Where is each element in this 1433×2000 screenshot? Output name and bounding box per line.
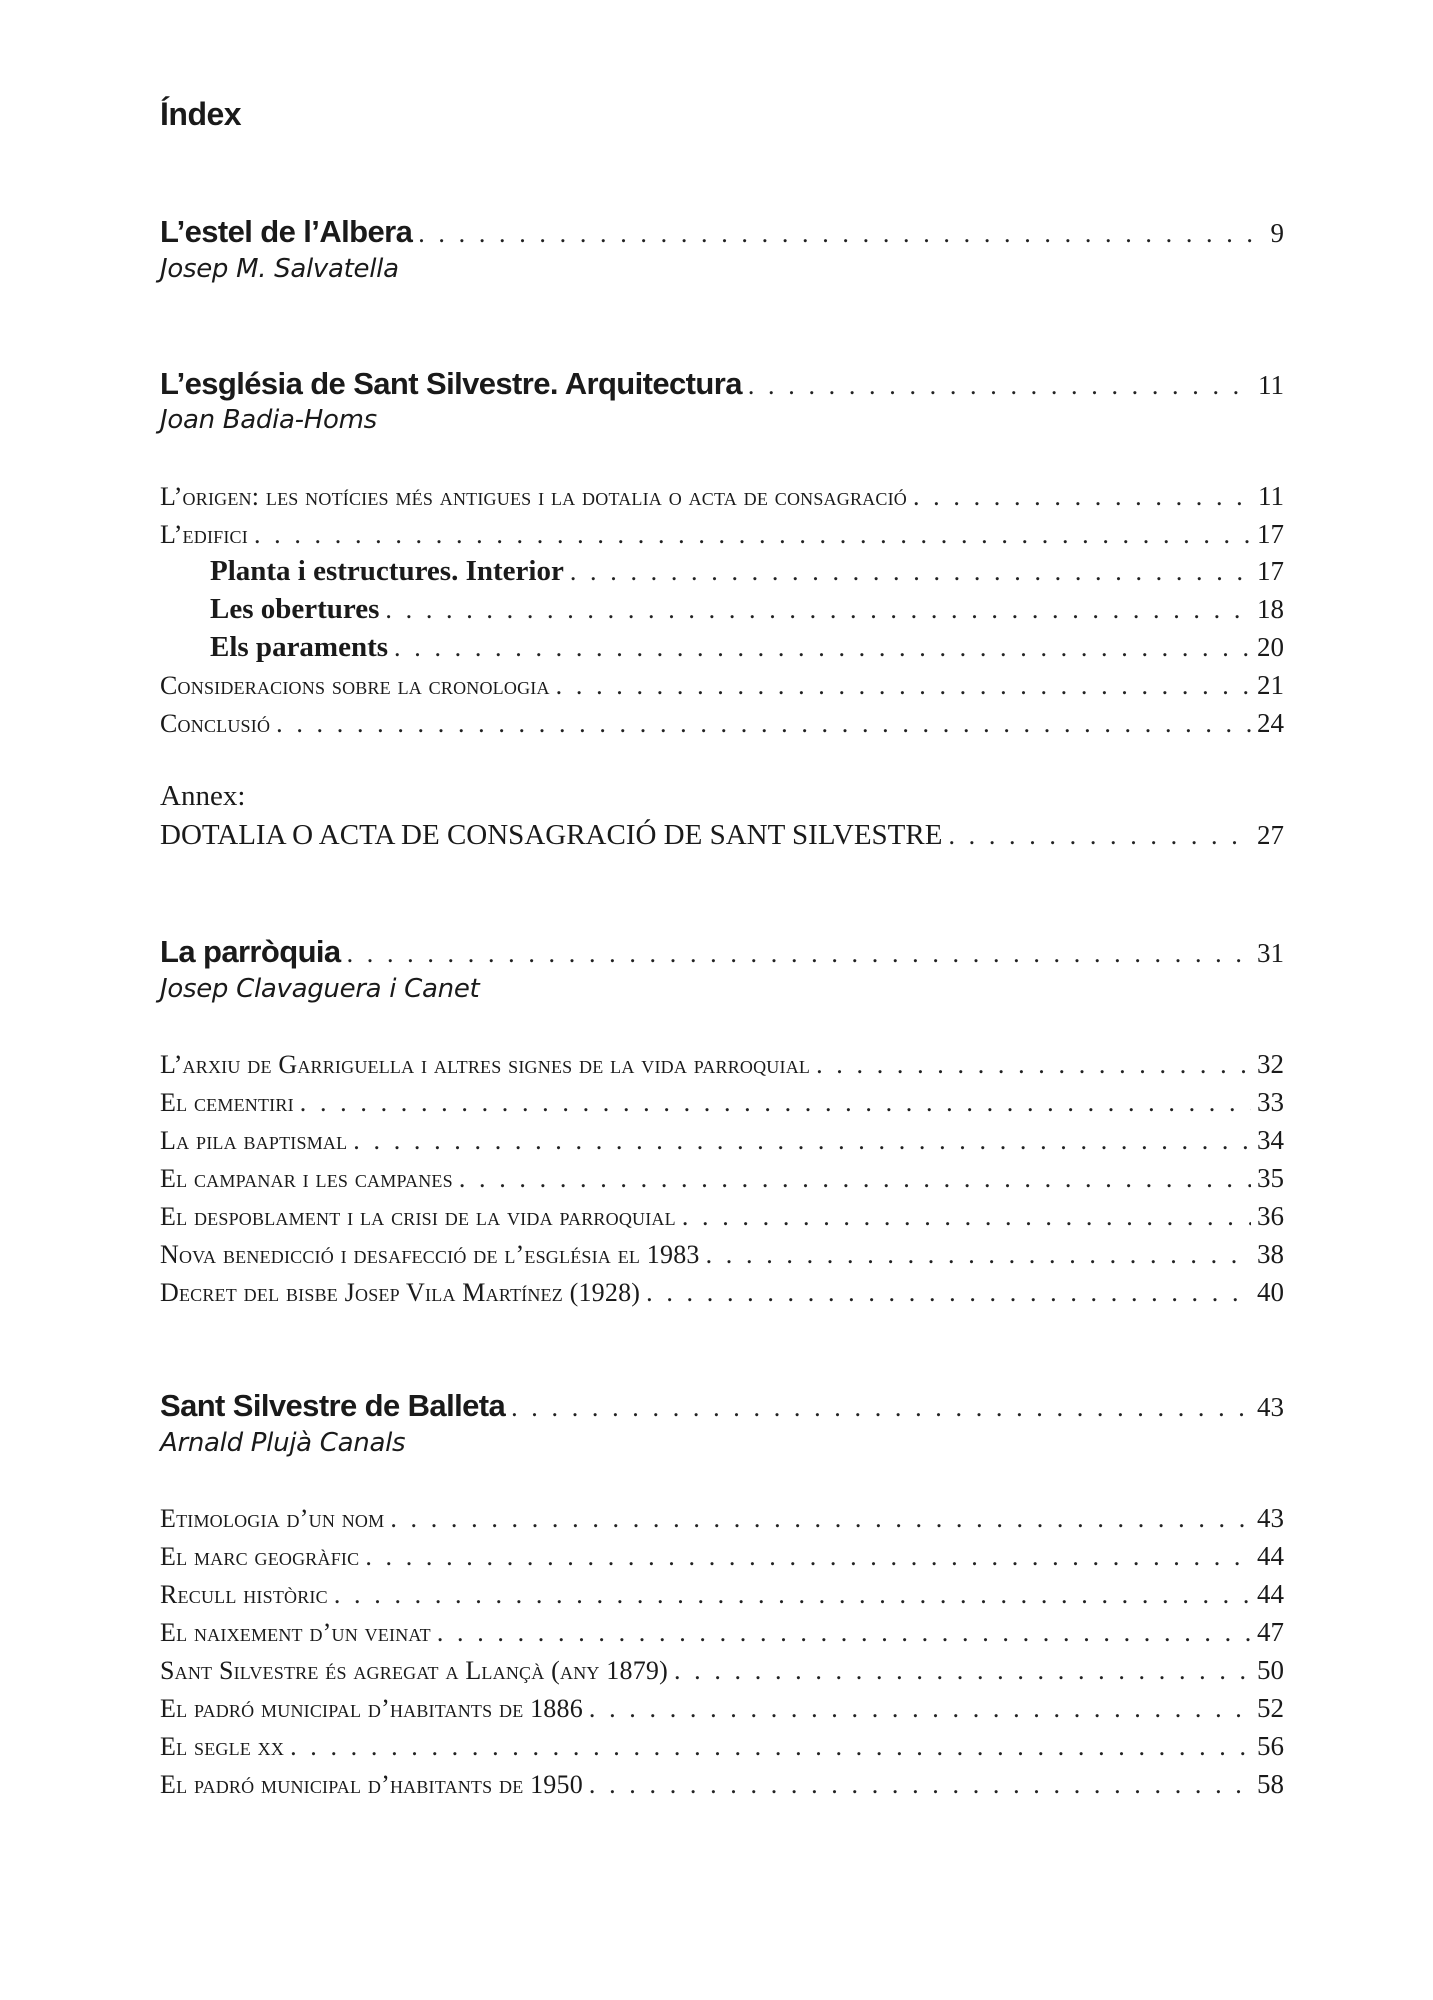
dot-leader [646,1278,1251,1308]
toc-entry[interactable] [160,708,1284,739]
page-number: 21 [1257,670,1284,700]
page-number: 34 [1257,1125,1284,1155]
toc-entry[interactable] [160,1125,1284,1156]
page-number: 58 [1257,1769,1284,1799]
entry-label: El campanar i les campanes [160,1164,453,1193]
toc-entry[interactable] [160,1541,1284,1572]
page-number: 20 [1257,632,1284,662]
entry-label: El marc geogràfic [160,1542,360,1571]
dot-leader [682,1202,1251,1232]
page-number: 44 [1257,1579,1284,1609]
entry-label: Conclusió [160,709,271,738]
dot-leader [816,1050,1251,1080]
section-author: Joan Badia-Homs [160,405,377,435]
toc-entry[interactable] [160,519,1284,550]
section-heading: L’església de Sant Silvestre. Arquitectura [160,366,742,401]
toc-entry[interactable] [160,1239,1284,1270]
toc-entry[interactable] [160,1655,1284,1686]
section-heading-row[interactable] [160,214,1284,250]
entry-label: L’origen: les notícies més antigues i la dotalia o acta de consagració [160,482,907,511]
toc-entry[interactable] [160,1087,1284,1118]
toc-entry[interactable] [160,1277,1284,1308]
dot-leader [570,557,1251,587]
page-number: 33 [1257,1087,1284,1117]
dot-leader [674,1656,1251,1686]
entry-label: Etimologia d’un nom [160,1504,385,1533]
dot-leader [347,939,1251,969]
entry-label: Les obertures [210,593,380,625]
entry-label: L’arxiu de Garriguella i altres signes de la vida parroquial [160,1050,811,1079]
page-number: 52 [1257,1693,1284,1723]
toc-subentry[interactable] [210,631,1284,664]
page-number: 31 [1257,938,1284,968]
page-number: 27 [1257,820,1284,850]
page-title: Índex [160,96,242,132]
toc-subentry[interactable] [210,593,1284,626]
dot-leader [290,1732,1251,1762]
entry-label: El cementiri [160,1088,294,1117]
toc-entry[interactable] [160,1503,1284,1534]
toc-entry[interactable] [160,481,1284,512]
entry-label: Decret del bisbe Josep Vila Martínez (1928) [160,1278,641,1307]
dot-leader [748,371,1252,401]
dot-leader [589,1694,1251,1724]
entry-label: El padró municipal d’habitants de 1886 [160,1694,583,1723]
page-number: 44 [1257,1541,1284,1571]
entry-label: Els paraments [210,631,389,663]
dot-leader [334,1580,1251,1610]
toc-subentry[interactable] [210,555,1284,588]
page-number: 38 [1257,1239,1284,1269]
dot-leader [276,709,1251,739]
toc-entry[interactable] [160,1731,1284,1762]
dot-leader [385,595,1251,625]
section-heading-row[interactable] [160,934,1284,970]
toc-entry[interactable] [160,1201,1284,1232]
dot-leader [390,1504,1251,1534]
entry-label: L’edifici [160,520,248,549]
entry-label: El naixement d’un veinat [160,1618,431,1647]
section-heading-row[interactable] [160,1388,1284,1424]
page-number: 11 [1258,370,1284,400]
dot-leader [437,1618,1251,1648]
section-author: Josep Clavaguera i Canet [160,974,480,1004]
toc-entry[interactable] [160,1579,1284,1610]
dot-leader [706,1240,1251,1270]
page-number: 43 [1257,1392,1284,1422]
entry-label: Sant Silvestre és agregat a Llançà (any 1879) [160,1656,668,1685]
page-number: 24 [1257,708,1284,738]
toc-entry[interactable] [160,1163,1284,1194]
page-number: 35 [1257,1163,1284,1193]
entry-label: El segle xx [160,1732,285,1761]
page-number: 17 [1257,556,1284,586]
toc-entry[interactable] [160,1049,1284,1080]
dot-leader [556,671,1251,701]
section-heading: Sant Silvestre de Balleta [160,1388,506,1423]
dot-leader [948,821,1251,851]
section-author: Josep M. Salvatella [160,254,399,284]
toc-entry[interactable] [160,670,1284,701]
section-heading: L’estel de l’Albera [160,214,413,249]
page-number: 43 [1257,1503,1284,1533]
entry-label: Nova benedicció i desafecció de l’església el 1983 [160,1240,700,1269]
entry-label: El despoblament i la crisi de la vida parroquial [160,1202,676,1231]
toc-entry[interactable] [160,1693,1284,1724]
dot-leader [300,1088,1251,1118]
page-number: 17 [1257,519,1284,549]
dot-leader [511,1393,1251,1423]
toc-entry[interactable] [160,1617,1284,1648]
page-number: 11 [1258,481,1284,511]
page-number: 36 [1257,1201,1284,1231]
entry-label: Consideracions sobre la cronologia [160,671,550,700]
page-number: 18 [1257,594,1284,624]
page-number: 32 [1257,1049,1284,1079]
page-number: 40 [1257,1277,1284,1307]
section-heading-row[interactable] [160,366,1284,402]
annex-entry[interactable] [160,819,1284,852]
dot-leader [459,1164,1251,1194]
page-number: 56 [1257,1731,1284,1761]
page-number: 47 [1257,1617,1284,1647]
dot-leader [913,482,1252,512]
toc-entry[interactable] [160,1769,1284,1800]
entry-label: La pila baptismal [160,1126,348,1155]
dot-leader [365,1542,1251,1572]
dot-leader [589,1770,1251,1800]
dot-leader [353,1126,1251,1156]
dot-leader [418,219,1264,249]
page-number: 50 [1257,1655,1284,1685]
entry-label: DOTALIA O ACTA DE CONSAGRACIÓ DE SANT SILVESTRE [160,819,943,851]
page-number: 9 [1270,218,1284,248]
entry-label: El padró municipal d’habitants de 1950 [160,1770,583,1799]
entry-label: Planta i estructures. Interior [210,555,564,587]
section-heading: La parròquia [160,934,341,969]
entry-label: Recull històric [160,1580,328,1609]
section-author: Arnald Plujà Canals [160,1428,406,1458]
annex-label: Annex: [160,780,246,812]
dot-leader [254,520,1251,550]
dot-leader [394,633,1251,663]
